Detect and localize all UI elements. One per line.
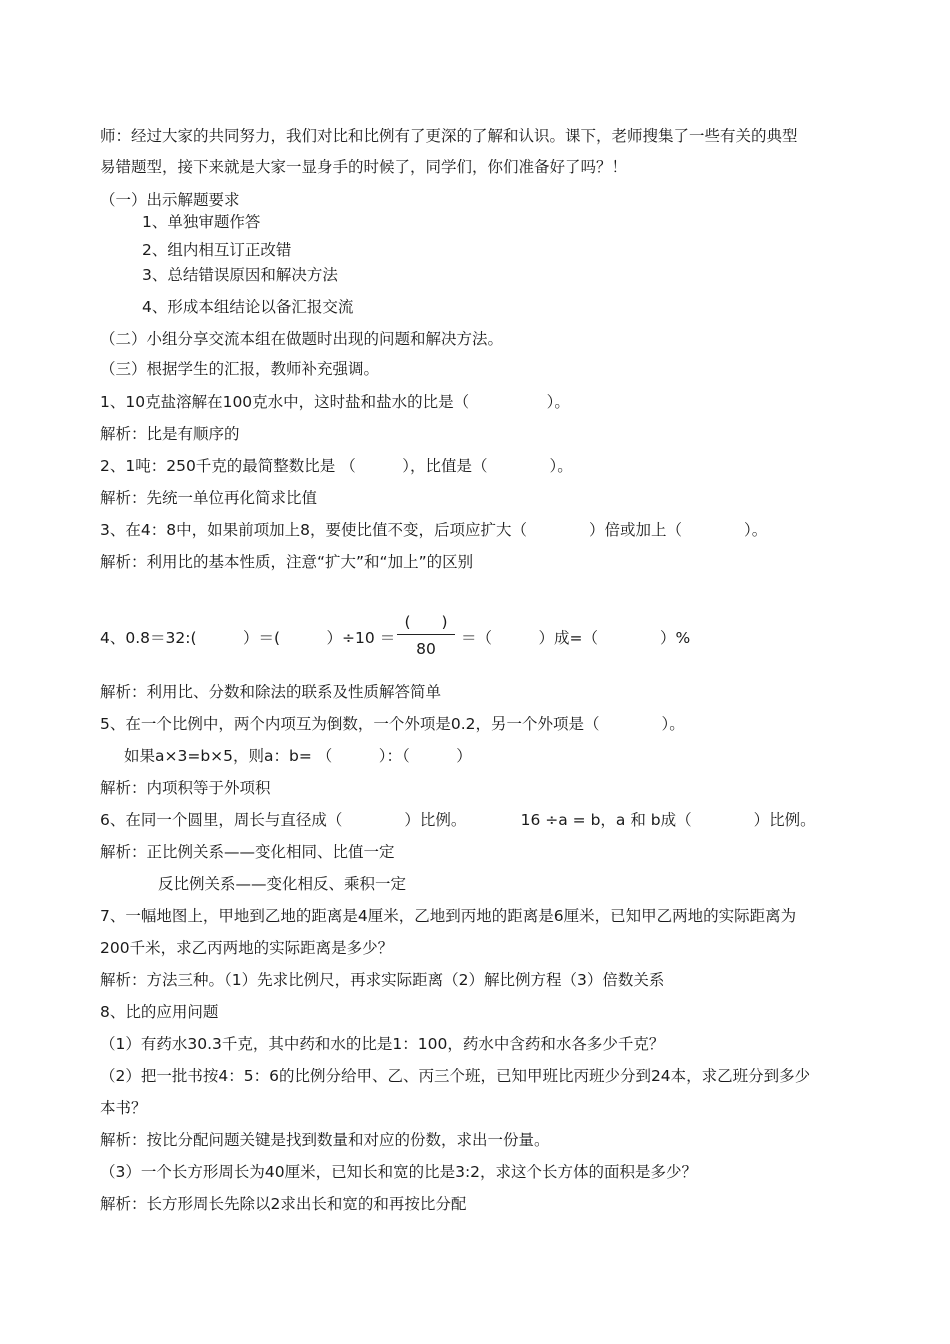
question-7-line-1: 7、一幅地图上，甲地到乙地的距离是4厘米，乙地到丙地的距离是6厘米，已知甲乙两地的实际距离为 [100,907,797,925]
question-8-part-3: （3）一个长方形周长为40厘米，已知长和宽的比是3:2，求这个长方体的面积是多少？ [100,1163,698,1181]
question-2-analysis: 解析：先统一单位再化简求比值 [100,489,318,507]
question-4-analysis: 解析：利用比、分数和除法的联系及性质解答简单 [100,683,442,701]
question-8-heading: 8、比的应用问题 [100,1003,219,1021]
section-1-heading: （一）出示解题要求 [100,191,240,209]
question-7-line-2: 200千米，求乙丙两地的实际距离是多少？ [100,939,394,957]
question-8-part-3-analysis: 解析：长方形周长先除以2求出长和宽的和再按比分配 [100,1195,467,1213]
intro-line-1: 师：经过大家的共同努力，我们对比和比例有了更深的了解和认识。课下，老师搜集了一些有关的典型 [100,127,798,145]
question-6-analysis-2: 反比例关系——变化相反、乘积一定 [158,875,407,893]
question-5: 5、在一个比例中，两个内项互为倒数，一个外项是0.2，另一个外项是（ ）。 [100,715,685,733]
question-6-analysis-1: 解析：正比例关系——变化相同、比值一定 [100,843,395,861]
fraction-numerator: ( ) [404,613,448,631]
question-1: 1、10克盐溶解在100克水中，这时盐和盐水的比是（ ）。 [100,393,570,411]
requirement-item: 4、形成本组结论以备汇报交流 [142,298,354,316]
requirement-item: 1、单独审题作答 [142,213,261,231]
question-4-fraction [393,610,459,660]
question-5-sub: 如果a×3=b×5，则a：b= （ ）：（ ） [124,747,472,765]
question-8-part-1: （1）有药水30.3千克，其中药和水的比是1：100，药水中含药和水各多少千克？ [100,1035,665,1053]
question-8-part-2-line-1: （2）把一批书按4：5：6的比例分给甲、乙、丙三个班，已知甲班比丙班少分到24本，求乙班分到多少 [100,1067,811,1085]
question-8-part-2-line-2: 本书？ [100,1099,147,1117]
intro-line-2: 易错题型，接下来就是大家一显身手的时候了，同学们，你们准备好了吗？！ [100,158,628,176]
question-3-analysis: 解析：利用比的基本性质，注意“扩大”和“加上”的区别 [100,553,474,571]
question-8-part-2-analysis: 解析：按比分配问题关键是找到数量和对应的份数，求出一份量。 [100,1131,550,1149]
fraction-bar [397,634,455,635]
question-3: 3、在4：8中，如果前项加上8，要使比值不变，后项应扩大（ ）倍或加上（ ）。 [100,521,768,539]
question-4-before: 4、0.8＝32:( ）＝( ）÷10 ＝ [100,629,396,647]
requirement-item: 2、组内相互订正改错 [142,241,292,259]
question-1-analysis: 解析：比是有顺序的 [100,425,240,443]
question-7-analysis: 解析：方法三种。（1）先求比例尺，再求实际距离（2）解比例方程（3）倍数关系 [100,971,665,989]
section-2-heading: （二）小组分享交流本组在做题时出现的问题和解决方法。 [100,330,504,348]
section-3-heading: （三）根据学生的汇报，教师补充强调。 [100,360,380,378]
question-2: 2、1吨：250千克的最简整数比是 （ ），比值是（ ）。 [100,457,573,475]
question-6: 6、在同一个圆里，周长与直径成（ ）比例。 16 ÷a = b，a 和 b成（ ）比例。 [100,811,816,829]
question-5-analysis: 解析：内项积等于外项积 [100,779,271,797]
question-4-after: ＝（ ）成=（ ）% [461,629,691,647]
fraction-denominator: 80 [416,640,436,658]
requirement-item: 3、总结错误原因和解决方法 [142,266,338,284]
